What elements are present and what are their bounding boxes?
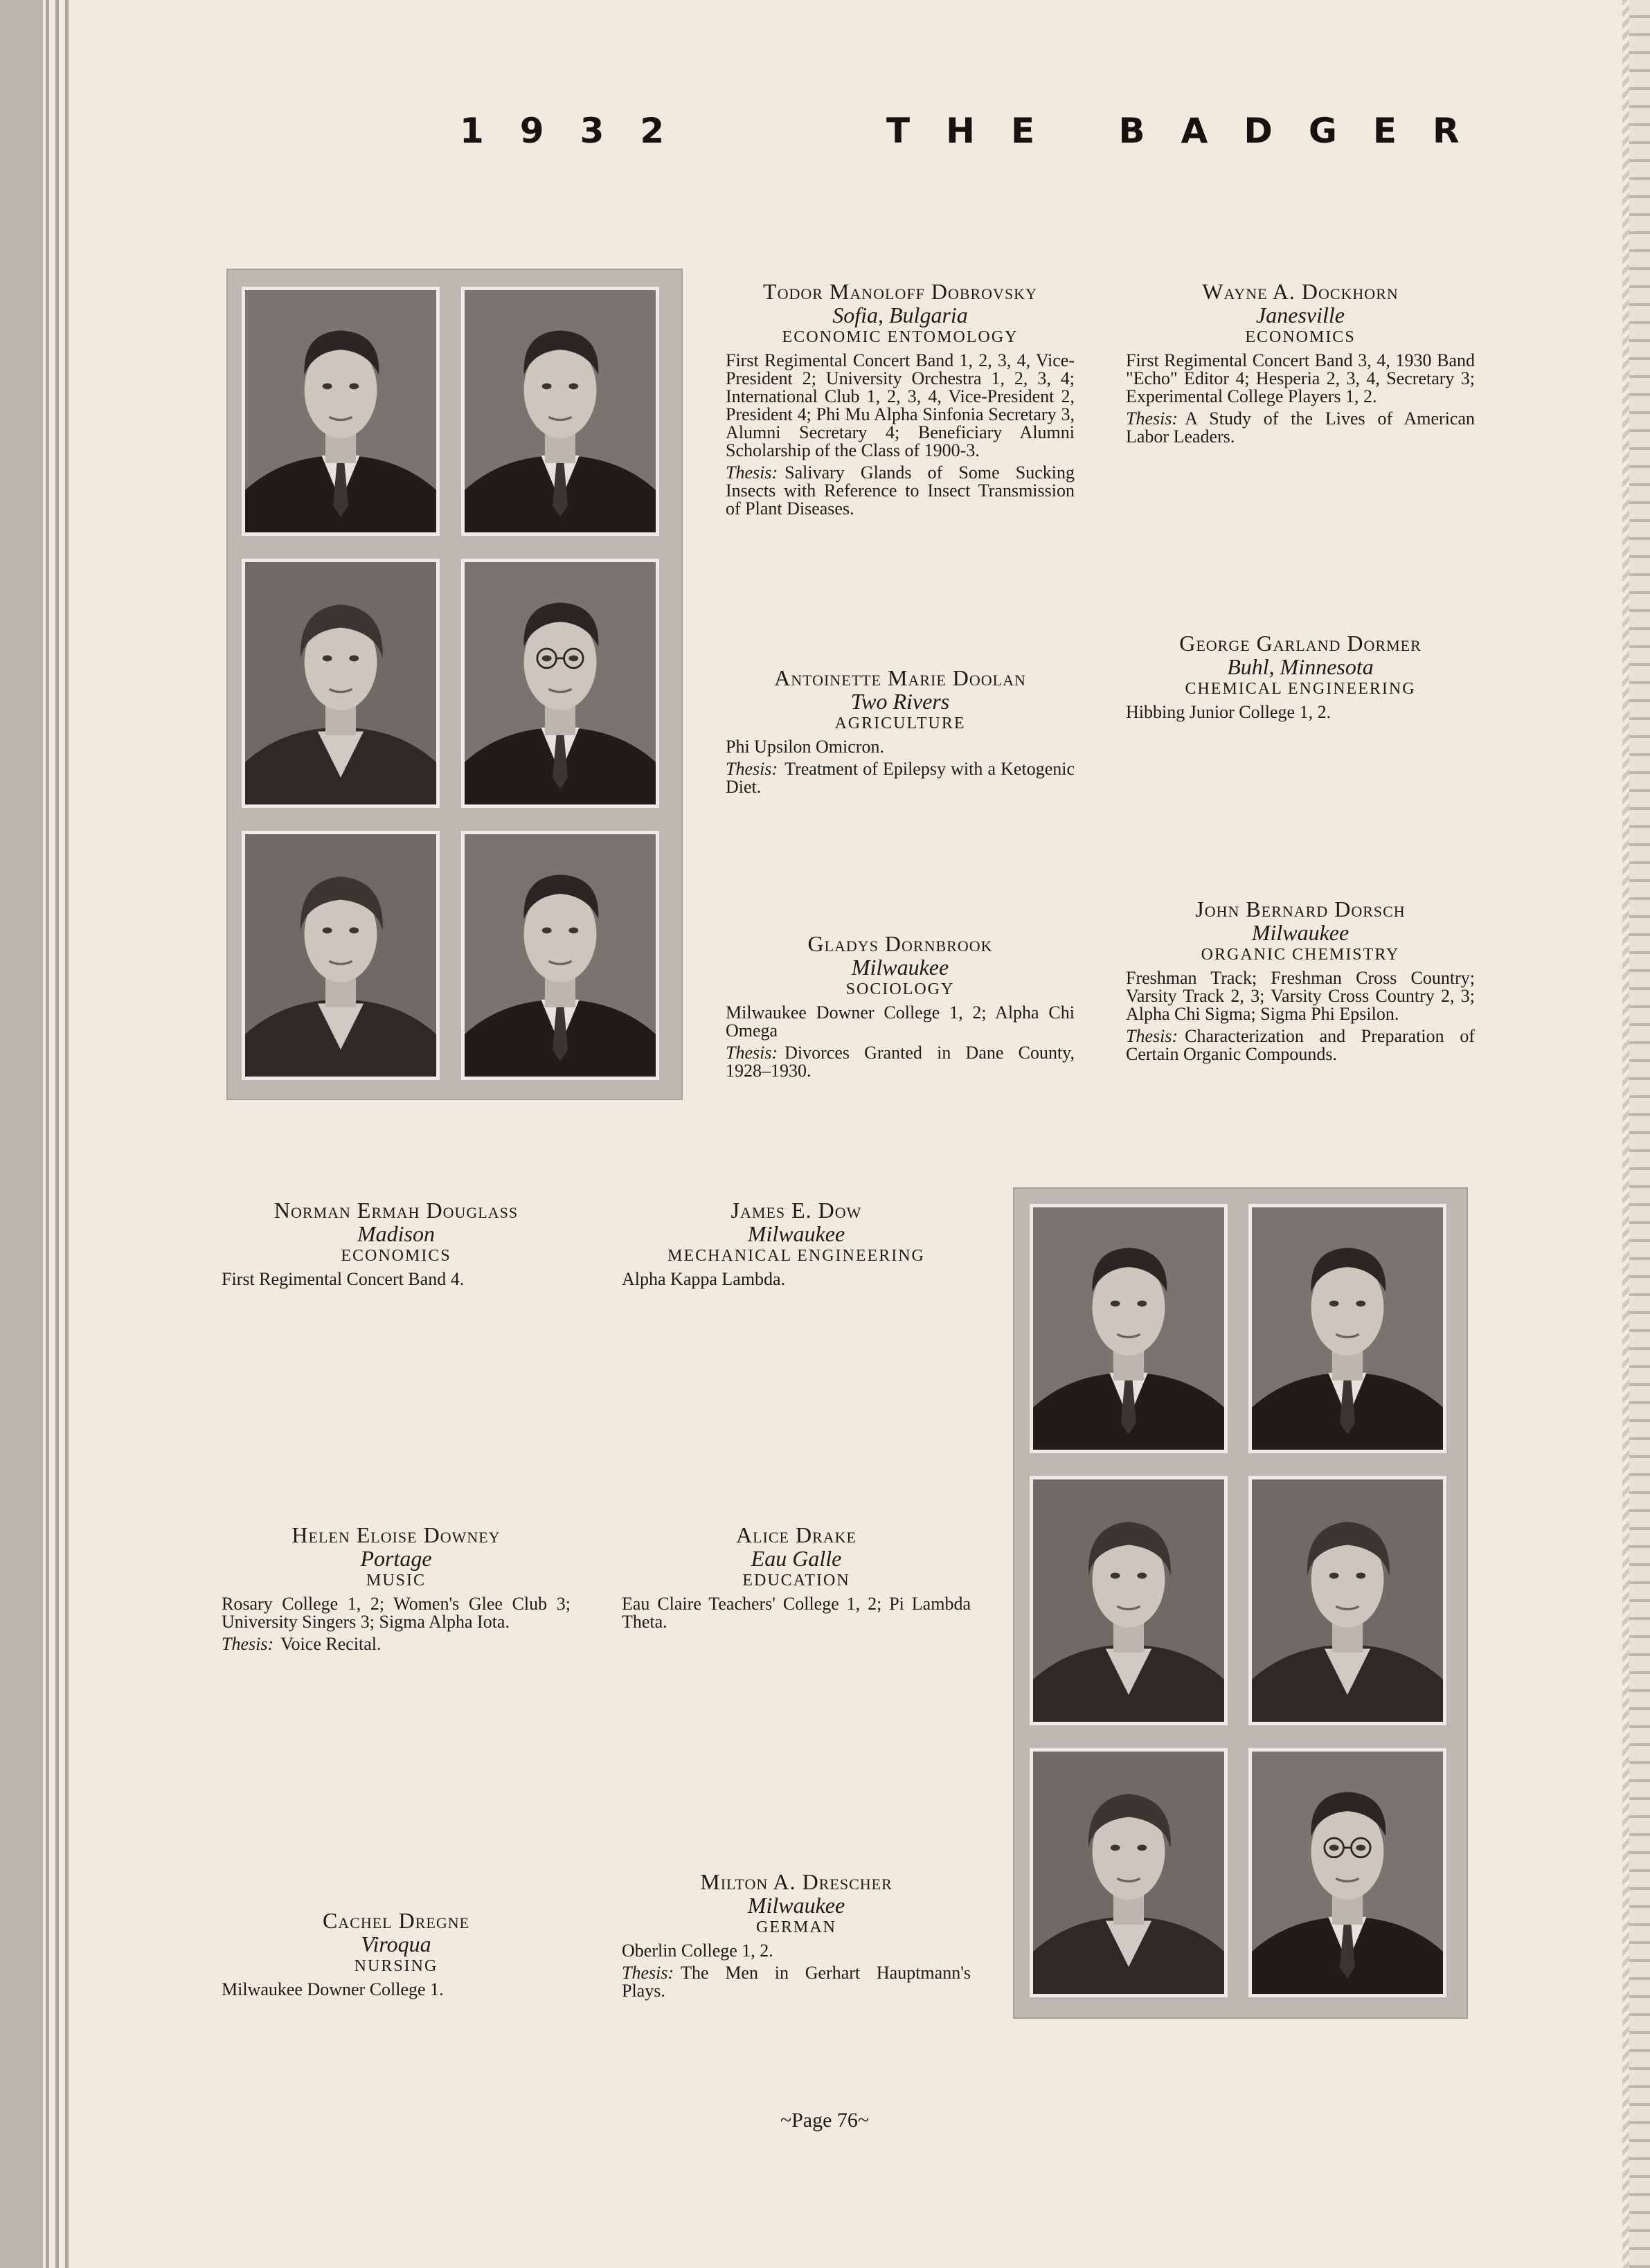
thesis	[726, 464, 1075, 518]
major: NURSING	[354, 1957, 438, 1975]
activities: Alpha Kappa Lambda.	[622, 1269, 786, 1289]
hometown: Eau Galle	[751, 1546, 842, 1571]
entry	[726, 932, 1075, 1080]
portrait-1	[245, 290, 436, 532]
portrait-photo	[1248, 1204, 1446, 1453]
thesis-title: Treatment of Epilepsy with a Ketogenic Diet.	[726, 759, 1075, 797]
thesis-label: Thesis:	[1126, 1026, 1178, 1046]
margin-rule	[46, 0, 49, 2268]
activities: Rosary College 1, 2; Women's Glee Club 3; University Singers 3; Sigma Alpha Iota.	[222, 1594, 571, 1632]
thesis-label: Thesis:	[726, 1043, 778, 1063]
portrait-8	[1252, 1207, 1443, 1450]
portrait-photo	[242, 831, 440, 1080]
hometown: Portage	[360, 1546, 432, 1571]
major: CHEMICAL ENGINEERING	[1185, 680, 1416, 698]
portrait-12	[1252, 1752, 1443, 1994]
major: GERMAN	[755, 1918, 836, 1936]
thesis-label: Thesis:	[726, 759, 778, 779]
thesis	[222, 1635, 571, 1653]
student-name: Helen Eloise Downey	[292, 1522, 501, 1547]
margin-rule	[55, 0, 59, 2268]
hometown: Milwaukee	[747, 1893, 845, 1918]
student-name: Antoinette Marie Doolan	[774, 665, 1026, 690]
major: ECONOMICS	[341, 1247, 451, 1265]
activities: Milwaukee Downer College 1.	[222, 1979, 444, 1999]
activities: Phi Upsilon Omicron.	[726, 737, 884, 757]
activities: Oberlin College 1, 2.	[622, 1941, 773, 1961]
portrait-photo	[1248, 1476, 1446, 1725]
student-name: Wayne A. Dockhorn	[1202, 279, 1399, 304]
activities: First Regimental Concert Band 1, 2, 3, 4, Vice-President 2; University Orchestra 1, 2, 3, 4; International Club 1, 2, 3, 4, Vice-President 2, President 4; Phi Mu Alpha Sinfonia Secretary 3, Alumni Secretary 4; Beneficiary Alumni Scholarship of the Class of 1900-3.	[726, 350, 1075, 460]
portrait-photo	[461, 559, 659, 808]
entry	[222, 1198, 571, 1288]
entry	[622, 1198, 971, 1288]
entry	[726, 666, 1075, 796]
hometown: Janesville	[1256, 303, 1345, 327]
right-edge-binding	[1629, 0, 1650, 2268]
thesis	[1126, 1027, 1475, 1063]
portrait-photo	[242, 559, 440, 808]
activities: Freshman Track; Freshman Cross Country; Varsity Track 2, 3; Varsity Cross Country 2, 3; Alpha Chi Sigma; Sigma Phi Epsilon.	[1126, 968, 1475, 1024]
portrait-7	[1033, 1207, 1224, 1450]
major: ECONOMICS	[1245, 328, 1356, 346]
portrait-photo	[1248, 1748, 1446, 1997]
portrait-2	[465, 290, 656, 532]
portrait-3	[245, 562, 436, 804]
portrait-photo	[461, 831, 659, 1080]
portrait-10	[1252, 1479, 1443, 1722]
thesis	[622, 1964, 971, 2000]
thesis-label: Thesis:	[726, 462, 778, 483]
hometown: Madison	[357, 1221, 435, 1246]
student-name: Norman Ermah Douglass	[273, 1198, 519, 1223]
thesis-title: A Study of the Lives of American Labor Leaders.	[1126, 408, 1475, 447]
thesis-label: Thesis:	[1126, 408, 1178, 429]
major: AGRICULTURE	[834, 714, 966, 732]
left-margin-band	[0, 0, 43, 2268]
thesis-title: Voice Recital.	[280, 1634, 382, 1654]
photo-panel-bottom	[1013, 1187, 1468, 2019]
hometown: Milwaukee	[851, 955, 949, 980]
student-name: Todor Manoloff Dobrovsky	[763, 279, 1037, 304]
activities: Hibbing Junior College 1, 2.	[1126, 702, 1331, 722]
thesis-label: Thesis:	[222, 1634, 274, 1654]
student-name: Milton A. Drescher	[700, 1869, 893, 1894]
thesis-label: Thesis:	[622, 1963, 674, 1983]
hometown: Viroqua	[361, 1932, 431, 1956]
photo-panel-top	[226, 269, 683, 1100]
portrait-photo	[1030, 1476, 1228, 1725]
portrait-11	[1033, 1752, 1224, 1994]
thesis	[726, 1044, 1075, 1080]
student-name: James E. Dow	[730, 1198, 862, 1223]
entry	[1126, 280, 1475, 446]
portrait-4	[465, 562, 656, 804]
entry	[222, 1909, 571, 1999]
entry	[222, 1523, 571, 1653]
margin-rule	[65, 0, 69, 2268]
activities: Milwaukee Downer College 1, 2; Alpha Chi Omega	[726, 1002, 1075, 1041]
portrait-photo	[1030, 1204, 1228, 1453]
thesis-title: Salivary Glands of Some Sucking Insects with Reference to Insect Transmission of Plant Diseases.	[726, 462, 1075, 519]
thesis	[1126, 410, 1475, 446]
portrait-photo	[242, 287, 440, 536]
activities: First Regimental Concert Band 3, 4, 1930 Band "Echo" Editor 4; Hesperia 2, 3, 4, Secretary 3; Experimental College Players 1, 2.	[1126, 350, 1475, 406]
activities: First Regimental Concert Band 4.	[222, 1269, 465, 1289]
entry	[726, 280, 1075, 518]
hometown: Buhl, Minnesota	[1227, 654, 1374, 679]
entry	[622, 1870, 971, 2000]
hometown: Sofia, Bulgaria	[832, 303, 968, 327]
major: MUSIC	[366, 1572, 427, 1590]
right-edge-border	[1622, 0, 1629, 2268]
entry	[1126, 631, 1475, 721]
hometown: Milwaukee	[747, 1221, 845, 1246]
header-year: 1932	[460, 111, 701, 151]
portrait-photo	[461, 287, 659, 536]
hometown: Two Rivers	[850, 689, 950, 714]
thesis-title: Characterization and Preparation of Certain Organic Compounds.	[1126, 1026, 1475, 1064]
entry	[1126, 897, 1475, 1063]
student-name: Gladys Dornbrook	[807, 931, 993, 956]
portrait-9	[1033, 1479, 1224, 1722]
major: SOCIOLOGY	[845, 980, 955, 998]
portrait-5	[245, 834, 436, 1077]
student-name: Alice Drake	[736, 1522, 857, 1547]
thesis	[726, 760, 1075, 796]
major: EDUCATION	[742, 1572, 850, 1590]
hometown: Milwaukee	[1251, 920, 1349, 945]
major: ECONOMIC ENTOMOLOGY	[782, 328, 1019, 346]
thesis-title: The Men in Gerhart Hauptmann's Plays.	[622, 1963, 971, 2001]
activities: Eau Claire Teachers' College 1, 2; Pi Lambda Theta.	[622, 1594, 971, 1632]
entry	[622, 1523, 971, 1631]
student-name: Cachel Dregne	[322, 1908, 470, 1933]
thesis-title: Divorces Granted in Dane County, 1928–1930.	[726, 1043, 1075, 1081]
major: MECHANICAL ENGINEERING	[667, 1247, 925, 1265]
major: ORGANIC CHEMISTRY	[1201, 946, 1400, 964]
page-number: ~Page 76~	[780, 2109, 870, 2132]
portrait-6	[465, 834, 656, 1077]
header-title: THE BADGER	[886, 111, 1496, 151]
portrait-photo	[1030, 1748, 1228, 1997]
student-name: John Bernard Dorsch	[1195, 897, 1406, 921]
student-name: George Garland Dormer	[1179, 631, 1422, 656]
